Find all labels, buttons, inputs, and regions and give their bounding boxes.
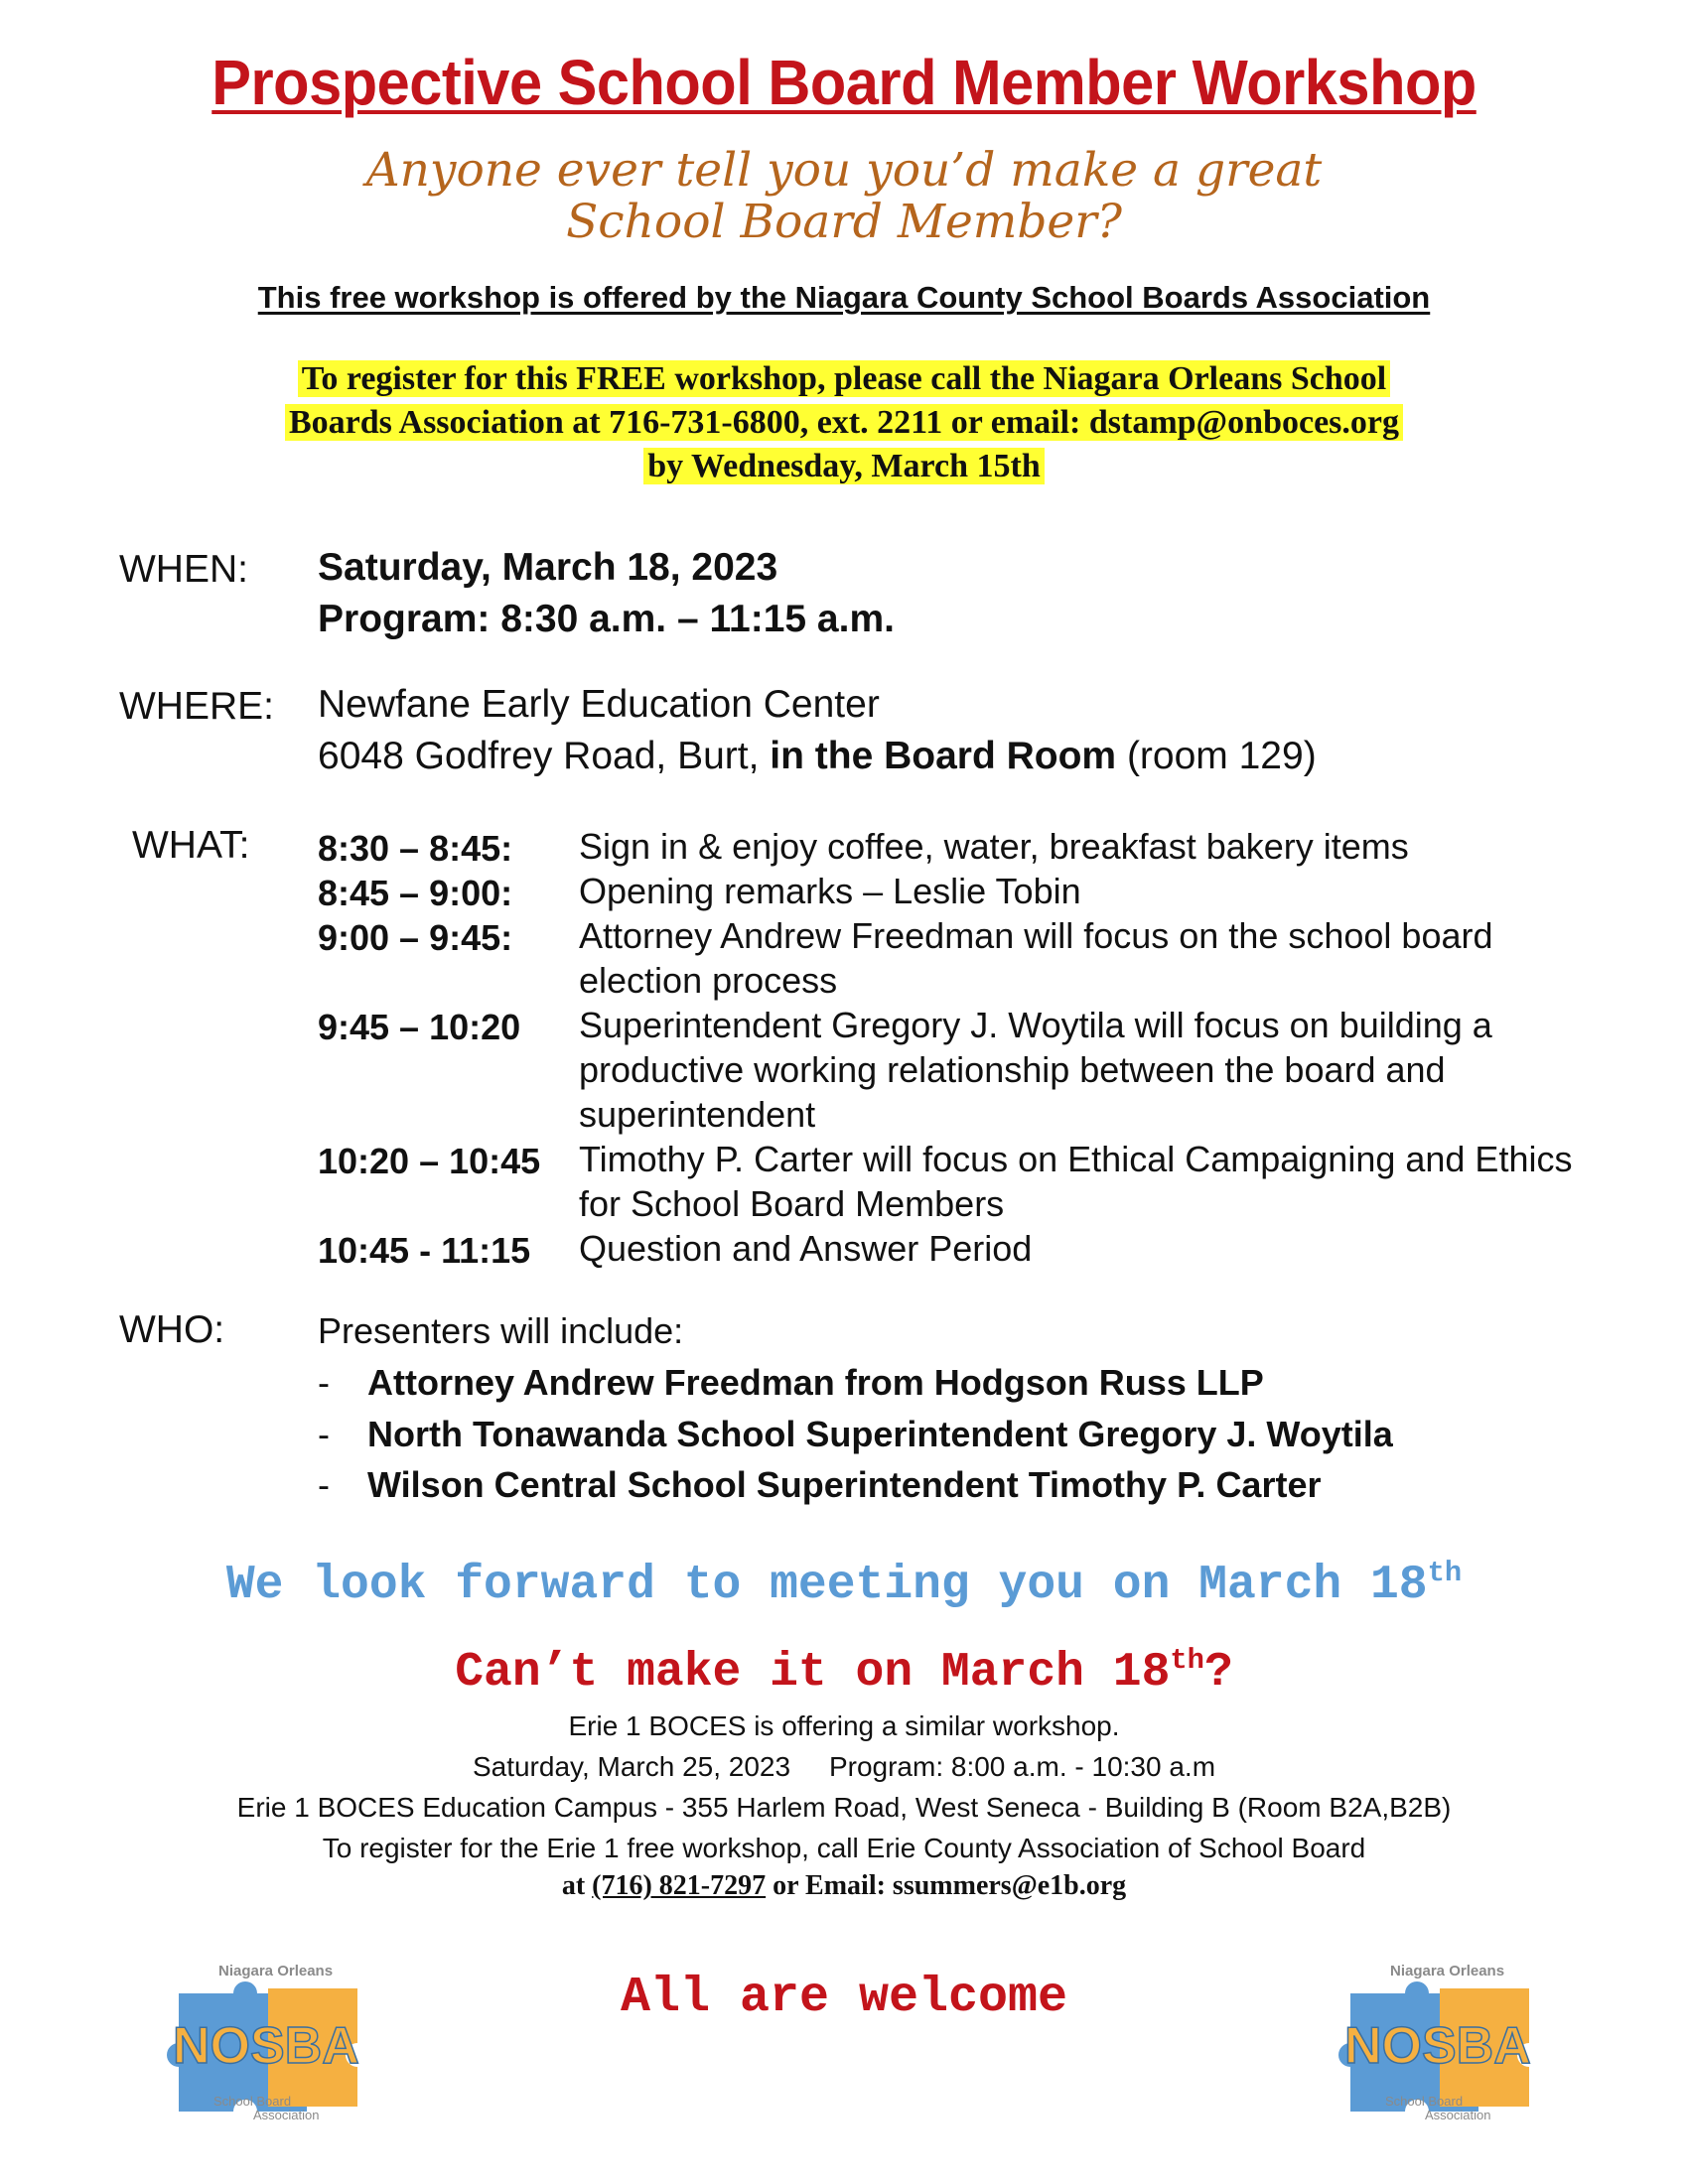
erie-phone-link[interactable]: (716) 821-7297 [592,1870,767,1901]
when-date: Saturday, March 18, 2023 [318,546,778,589]
cant-make-sup: th [1170,1644,1204,1677]
schedule-desc: Superintendent Gregory J. Woytila will focus on building a productive working relationship between the board and superintendent [579,1005,1492,1135]
schedule-time: 9:45 – 10:20 [318,1007,521,1047]
logo-bottom-text2: Association [1425,2108,1491,2122]
who-intro: Presenters will include: [318,1310,684,1351]
list-bullet: - [318,1362,330,1403]
cant-make-end: ? [1203,1646,1233,1700]
tagline-line2: School Board Member? [566,195,1122,249]
where-room-bold: in the Board Room [770,735,1117,777]
where-address: 6048 Godfrey Road, Burt, [318,735,771,777]
schedule-desc: Attorney Andrew Freedman will focus on the school board election process [579,915,1493,1001]
where-address-line [318,731,1317,782]
registration-info [0,357,1688,488]
cant-make-text: Can’t make it on March 18 [455,1646,1171,1700]
erie-info-line2: Saturday, March 25, 2023 Program: 8:00 a.m. - 10:30 a.m [472,1751,1216,1782]
what-label: WHAT: [132,824,250,867]
list-bullet: - [318,1414,330,1454]
register-line2: Boards Association at 716-731-6800, ext. 2211 or email: dstamp@onboces.org [285,404,1403,441]
register-line3: by Wednesday, March 15th [643,448,1044,484]
logo-top-text: Niagara Orleans [1390,1963,1505,1979]
nosba-logo-right [1331,1954,1559,2132]
schedule-desc: Question and Answer Period [579,1228,1033,1269]
logo-acronym: NOSBA [173,2017,359,2075]
erie-at: at [561,1870,593,1901]
erie-info-line4: To register for the Erie 1 free workshop, call Erie County Association of School Board [322,1833,1366,1863]
offered-by: This free workshop is offered by the Niagara County School Boards Association [257,280,1431,315]
schedule-desc: Opening remarks – Leslie Tobin [579,871,1081,911]
logo-bottom-text2: Association [253,2108,320,2122]
schedule-time: 9:00 – 9:45: [318,917,513,958]
cant-make-heading [0,1646,1688,1700]
presenter-item: North Tonawanda School Superintendent Gregory J. Woytila [367,1414,1393,1454]
logo-top-text: Niagara Orleans [218,1963,334,1979]
who-label: WHO: [119,1308,225,1351]
when-label: WHEN: [119,548,248,591]
erie-info-line5 [0,1870,1688,1902]
presenter-item: Wilson Central School Superintendent Timothy P. Carter [367,1464,1322,1505]
register-line1: To register for this FREE workshop, please call the Niagara Orleans School [298,360,1390,397]
schedule-time: 10:45 - 11:15 [318,1230,531,1271]
tagline-line1: Anyone ever tell you you’d make a great [365,143,1323,198]
all-welcome: All are welcome [620,1970,1068,2026]
look-forward-message [0,1559,1688,1612]
look-forward-sup: th [1427,1557,1463,1589]
presenter-item: Attorney Andrew Freedman from Hodgson Russ LLP [367,1362,1264,1403]
where-room-note: (room 129) [1116,735,1317,777]
logo-bottom-text1: School Board [1385,2094,1464,2109]
logo-acronym: NOSBA [1344,2017,1531,2075]
schedule-desc: Timothy P. Carter will focus on Ethical Campaigning and Ethics for School Board Members [579,1139,1573,1224]
nosba-logo-left [159,1954,387,2132]
page-title: Prospective School Board Member Workshop [211,47,1477,118]
schedule-desc: Sign in & enjoy coffee, water, breakfast bakery items [579,826,1409,867]
logo-bottom-text1: School Board [213,2094,292,2109]
list-bullet: - [318,1464,330,1505]
where-label: WHERE: [119,685,274,728]
schedule-time: 8:30 – 8:45: [318,828,513,869]
look-forward-text: We look forward to meeting you on March 18 [225,1559,1428,1612]
erie-info-line1: Erie 1 BOCES is offering a similar workshop. [568,1710,1120,1741]
erie-info-line3: Erie 1 BOCES Education Campus - 355 Harlem Road, West Seneca - Building B (Room B2A,B2B) [236,1792,1452,1823]
schedule-time: 10:20 – 10:45 [318,1141,541,1181]
tagline [0,145,1688,248]
schedule-time: 8:45 – 9:00: [318,873,513,913]
erie-email: or Email: ssummers@e1b.org [766,1870,1127,1901]
when-program: Program: 8:30 a.m. – 11:15 a.m. [318,598,895,640]
where-place: Newfane Early Education Center [318,683,880,726]
